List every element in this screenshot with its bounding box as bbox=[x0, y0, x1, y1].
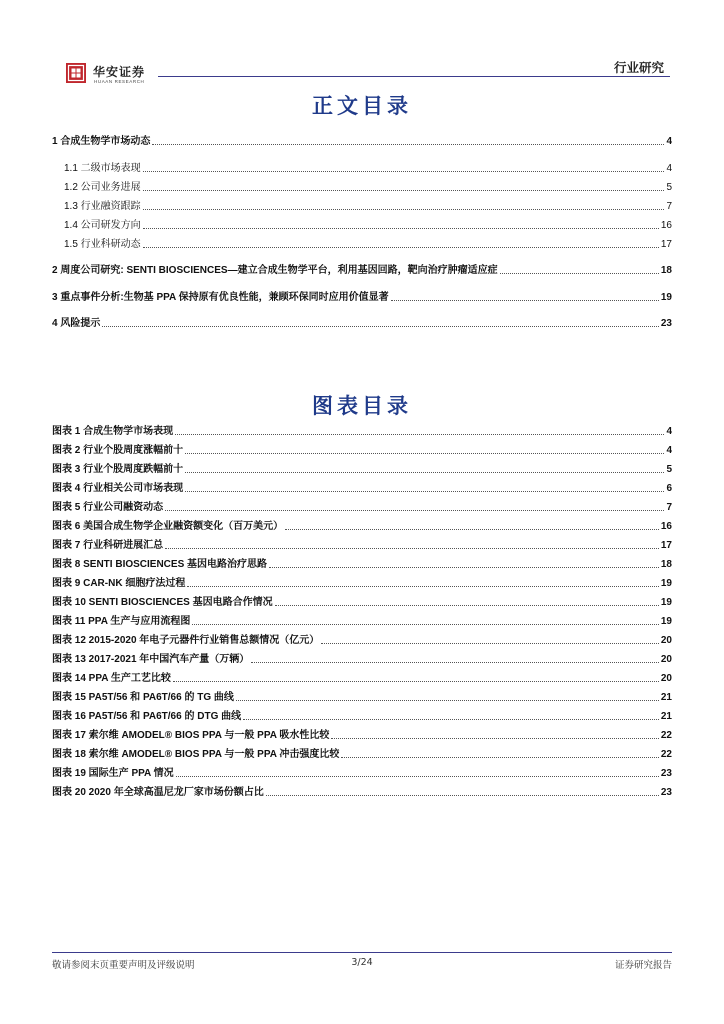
figure-entry[interactable] bbox=[52, 520, 672, 533]
toc-entry-text: 1.1 二级市场表现 bbox=[64, 163, 141, 174]
toc-entry-text: 4 风险提示 bbox=[52, 318, 101, 329]
toc-entry[interactable] bbox=[52, 317, 672, 330]
figure-entry-text: 图表 15 PA5T/56 和 PA6T/66 的 TG 曲线 bbox=[52, 692, 234, 703]
toc-entry[interactable] bbox=[52, 264, 672, 277]
figure-entry[interactable] bbox=[52, 577, 672, 590]
figure-entry[interactable] bbox=[52, 748, 672, 761]
toc-entry[interactable] bbox=[64, 238, 672, 251]
toc-entry[interactable] bbox=[52, 291, 672, 304]
page-number: 3/24 bbox=[351, 957, 373, 968]
toc-entry-page: 17 bbox=[660, 239, 672, 250]
figure-entry-page: 6 bbox=[666, 483, 672, 494]
figure-entry[interactable] bbox=[52, 634, 672, 647]
figure-entry-page: 19 bbox=[660, 597, 672, 608]
figure-entry-page: 22 bbox=[660, 730, 672, 741]
figure-entry-page: 7 bbox=[666, 502, 672, 513]
figure-entry-text: 图表 17 索尔维 AMODEL® BIOS PPA 与一般 PPA 吸水性比较 bbox=[52, 730, 330, 741]
page-header bbox=[66, 58, 670, 90]
figure-entry-text: 图表 16 PA5T/56 和 PA6T/66 的 DTG 曲线 bbox=[52, 711, 242, 722]
toc-entry-page: 19 bbox=[660, 292, 672, 303]
footer-report-type: 证券研究报告 bbox=[614, 960, 672, 971]
figure-entry-page: 4 bbox=[666, 426, 672, 437]
figure-entry[interactable] bbox=[52, 710, 672, 723]
figure-entry-page: 5 bbox=[666, 464, 672, 475]
figure-entry-text: 图表 6 美国合成生物学企业融资额变化（百万美元） bbox=[52, 521, 284, 532]
figure-entry-page: 20 bbox=[660, 654, 672, 665]
figure-entry[interactable] bbox=[52, 501, 672, 514]
toc-entry-text: 3 重点事件分析:生物基 PPA 保持原有优良性能，兼顾环保同时应用价值显著 bbox=[52, 292, 389, 303]
toc-entry-text: 1.3 行业融资跟踪 bbox=[64, 201, 141, 212]
figure-entry-text: 图表 5 行业公司融资动态 bbox=[52, 502, 164, 513]
company-name-en: HUAAN RESEARCH bbox=[94, 79, 145, 84]
figure-entry-text: 图表 2 行业个股周度涨幅前十 bbox=[52, 445, 184, 456]
toc-entry-page: 4 bbox=[666, 163, 672, 174]
figure-entry[interactable] bbox=[52, 615, 672, 628]
figure-entry-page: 20 bbox=[660, 673, 672, 684]
toc-entry[interactable] bbox=[64, 200, 672, 213]
toc-entry-page: 16 bbox=[660, 220, 672, 231]
figure-entry-text: 图表 12 2015-2020 年电子元器件行业销售总额情况（亿元） bbox=[52, 635, 320, 646]
footer-divider bbox=[52, 952, 672, 953]
figure-entry-page: 18 bbox=[660, 559, 672, 570]
figure-entry[interactable] bbox=[52, 425, 672, 438]
figure-entry[interactable] bbox=[52, 767, 672, 780]
toc-entry-text: 1.5 行业科研动态 bbox=[64, 239, 141, 250]
figure-entry-text: 图表 9 CAR-NK 细胞疗法过程 bbox=[52, 578, 186, 589]
figure-entry-text: 图表 4 行业相关公司市场表现 bbox=[52, 483, 184, 494]
figure-entry-text: 图表 18 索尔维 AMODEL® BIOS PPA 与一般 PPA 冲击强度比较 bbox=[52, 749, 340, 760]
toc-entry[interactable] bbox=[52, 135, 672, 148]
figure-entry-text: 图表 11 PPA 生产与应用流程图 bbox=[52, 616, 191, 627]
figure-entry[interactable] bbox=[52, 729, 672, 742]
toc-entry-text: 1.2 公司业务进展 bbox=[64, 182, 141, 193]
figure-entry-page: 19 bbox=[660, 578, 672, 589]
toc-entry[interactable] bbox=[64, 181, 672, 194]
figure-entry-page: 16 bbox=[660, 521, 672, 532]
figure-entry-text: 图表 20 2020 年全球高温尼龙厂家市场份额占比 bbox=[52, 787, 264, 798]
figure-entry[interactable] bbox=[52, 444, 672, 457]
figure-entry[interactable] bbox=[52, 786, 672, 799]
figure-entry-page: 21 bbox=[660, 711, 672, 722]
toc-entry-page: 7 bbox=[666, 201, 672, 212]
report-category: 行业研究 bbox=[613, 60, 664, 75]
figure-entry-text: 图表 19 国际生产 PPA 情况 bbox=[52, 768, 174, 779]
figure-entry[interactable] bbox=[52, 596, 672, 609]
figure-entry-text: 图表 7 行业科研进展汇总 bbox=[52, 540, 164, 551]
figure-entry-text: 图表 10 SENTI BIOSCIENCES 基因电路合作情况 bbox=[52, 597, 273, 608]
figure-entry-page: 4 bbox=[666, 445, 672, 456]
figure-entry-text: 图表 14 PPA 生产工艺比较 bbox=[52, 673, 171, 684]
toc-entry-page: 18 bbox=[660, 265, 672, 276]
figure-entry[interactable] bbox=[52, 463, 672, 476]
figure-entry[interactable] bbox=[52, 691, 672, 704]
figures-title: 图表目录 bbox=[312, 393, 412, 418]
figure-entry-text: 图表 13 2017-2021 年中国汽车产量（万辆） bbox=[52, 654, 250, 665]
toc-entry-text: 1 合成生物学市场动态 bbox=[52, 136, 151, 147]
figure-entry[interactable] bbox=[52, 653, 672, 666]
figure-entry-page: 23 bbox=[660, 787, 672, 798]
figure-entry-page: 22 bbox=[660, 749, 672, 760]
figure-entry-page: 19 bbox=[660, 616, 672, 627]
footer-disclaimer: 敬请参阅末页重要声明及评级说明 bbox=[52, 960, 195, 971]
figure-entry-page: 20 bbox=[660, 635, 672, 646]
toc-entry-text: 1.4 公司研发方向 bbox=[64, 220, 141, 231]
figure-entry[interactable] bbox=[52, 539, 672, 552]
figure-entry-page: 17 bbox=[660, 540, 672, 551]
toc-entry[interactable] bbox=[64, 162, 672, 175]
figure-entry-text: 图表 3 行业个股周度跌幅前十 bbox=[52, 464, 184, 475]
toc-entry[interactable] bbox=[64, 219, 672, 232]
figure-entry[interactable] bbox=[52, 482, 672, 495]
figure-entry-text: 图表 1 合成生物学市场表现 bbox=[52, 426, 174, 437]
figure-entry-text: 图表 8 SENTI BIOSCIENCES 基因电路治疗思路 bbox=[52, 559, 268, 570]
toc-entry-page: 5 bbox=[666, 182, 672, 193]
toc-entry-text: 2 周度公司研究: SENTI BIOSCIENCES—建立合成生物学平台，利用基因回路，靶向治疗肿瘤适应症 bbox=[52, 265, 498, 276]
company-logo-icon bbox=[66, 63, 86, 83]
figure-entry[interactable] bbox=[52, 672, 672, 685]
figure-entry[interactable] bbox=[52, 558, 672, 571]
toc-entry-page: 23 bbox=[660, 318, 672, 329]
figure-entry-page: 21 bbox=[660, 692, 672, 703]
toc-entry-page: 4 bbox=[666, 136, 672, 147]
toc-title: 正文目录 bbox=[312, 93, 412, 118]
company-name-cn: 华安证券 bbox=[93, 65, 146, 79]
figure-entry-page: 23 bbox=[660, 768, 672, 779]
header-divider bbox=[158, 76, 670, 77]
